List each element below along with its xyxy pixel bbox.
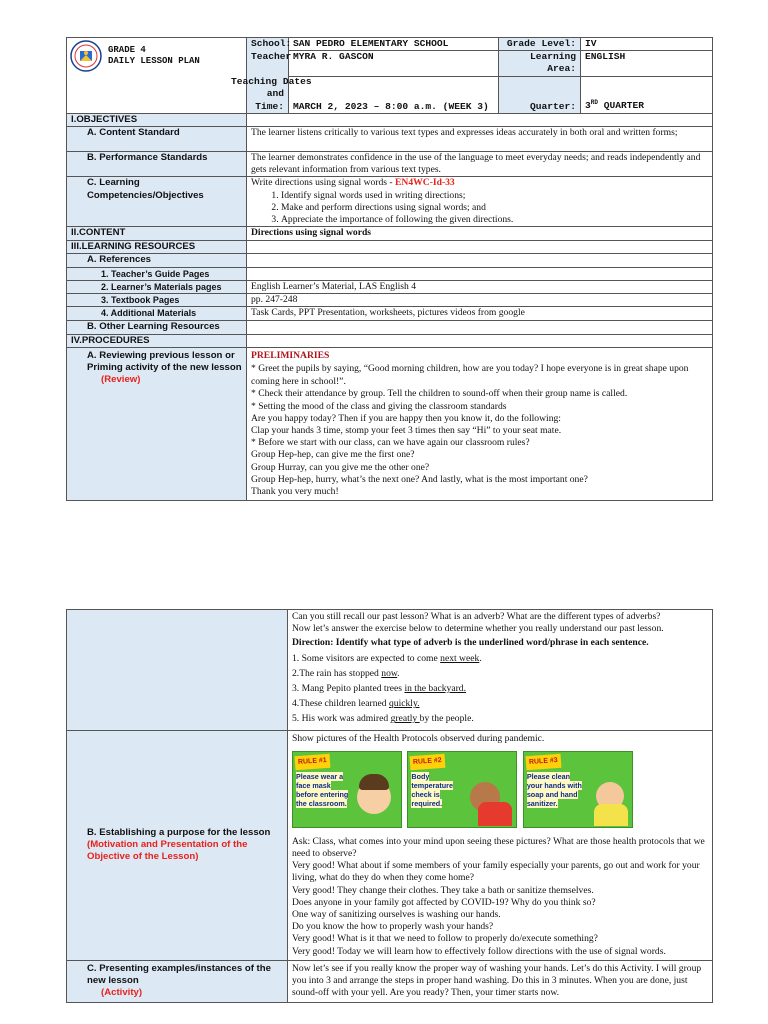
exercise-item-text-end: by the people. <box>419 713 474 725</box>
quarter-label: Quarter: <box>499 76 581 113</box>
exercise-item <box>292 683 708 695</box>
rule-tag: RULE #2 <box>410 754 446 771</box>
grade-title: GRADE 4 <box>108 45 146 55</box>
teachers-guide-label: 1. Teacher’s Guide Pages <box>67 267 247 280</box>
performance-standards-text: The learner demonstrates confidence in the use of the language to meet everyday needs; and reads independently and gets relevant information from various text types. <box>247 151 713 176</box>
discussion-line: One way of sanitizing ourselves is washing our hands. <box>292 909 501 921</box>
discussion-line: Ask: Class, what comes into your mind upon seeing these pictures? What are those health protocols that we need to observe? <box>292 835 705 860</box>
rule-tag: RULE #1 <box>295 754 331 771</box>
review-line: * Before we start with our class, can we have again our classroom rules? <box>251 437 530 449</box>
quarter-number: 3 <box>585 100 591 112</box>
references-label: A. References <box>67 253 247 267</box>
competency-item: 3. Appreciate the importance of following the given directions. <box>281 214 708 226</box>
review-line: Are you happy today? Then if you are happy then you know it, do the following: <box>251 412 561 424</box>
procedures-heading: IV.PROCEDURES <box>67 334 247 347</box>
learners-materials-label: 2. Learner’s Materials pages <box>67 280 247 293</box>
learning-resources-cell <box>247 240 713 253</box>
competency-intro: Write directions using signal words - <box>251 177 396 189</box>
quarter-sup: RD <box>590 99 598 107</box>
review-line: * Check their attendance by group. Tell the children to sound-off when their group name is called. <box>251 388 628 400</box>
learning-area-value: ENGLISH <box>581 51 713 76</box>
teachers-guide-cell <box>247 267 713 280</box>
rule-text <box>296 772 352 808</box>
examples-label-cell <box>67 960 288 1003</box>
competency-item: 1. Identify signal words used in writing directions; <box>281 190 708 202</box>
competencies-label: C. Learning Competencies/Objectives <box>67 177 247 227</box>
rule-text <box>411 772 459 808</box>
shirt-illustration-icon <box>478 802 512 826</box>
review-label-cell <box>67 347 247 500</box>
health-protocol-picture <box>523 751 633 828</box>
dates-label <box>231 76 312 113</box>
exercise-item-underlined: greatly <box>390 713 420 725</box>
grade-level-label: Grade Level: <box>499 38 581 51</box>
review-continued-label <box>67 610 288 731</box>
review-line: Group Hep-hep, can give me the first one? <box>251 449 415 461</box>
discussion-line: Do you know the how to properly wash your hands? <box>292 921 494 933</box>
review-content <box>247 347 713 500</box>
lesson-plan-table-page2 <box>66 609 713 1003</box>
performance-standards-label: B. Performance Standards <box>67 151 247 176</box>
rule-text <box>527 772 583 808</box>
purpose-label-cell <box>67 730 288 960</box>
show-pictures-line: Show pictures of the Health Protocols observed during pandemic. <box>292 732 545 744</box>
teacher-label: Teacher: <box>247 51 289 76</box>
content-standard-text: The learner listens critically to various text types and expresses ideas accurately in both oral and written forms; <box>247 126 713 151</box>
health-protocol-picture <box>292 751 402 828</box>
additional-materials-text: Task Cards, PPT Presentation, worksheets, pictures videos from google <box>247 307 713 320</box>
school-value: SAN PEDRO ELEMENTARY SCHOOL <box>289 38 499 51</box>
exercise-item-underlined: next week <box>440 652 480 664</box>
exercise-item-underlined: now <box>381 667 398 679</box>
review-line: * Setting the mood of the class and giving the classroom standards <box>251 400 507 412</box>
purpose-tag: (Motivation and Presentation of the Objective of the Lesson) <box>87 839 248 863</box>
grade-level-value: IV <box>581 38 713 51</box>
exercise-item-text: 4.These children learned <box>292 698 389 710</box>
review-line: Group Hep-hep, hurry, what’s the next one? And lastly, what is the most important one? <box>251 473 588 485</box>
learners-materials-text: English Learner’s Material, LAS English 4 <box>247 280 713 293</box>
rule-text-content: Please wear a face mask before entering the classroom. <box>296 771 349 808</box>
exercise-item-text: 5. His work was admired <box>292 713 391 725</box>
rule-text-content: Please clean your hands with soap and hand sanitizer. <box>526 771 582 808</box>
content-standard-label: A. Content Standard <box>67 126 247 151</box>
references-cell <box>247 253 713 267</box>
discussion-line: Very good! What is it that we need to follow to properly do/execute something? <box>292 933 598 945</box>
content-text: Directions using signal words <box>247 227 713 240</box>
objectives-heading: I.OBJECTIVES <box>67 113 247 126</box>
discussion-line: Very good! What about if some members of your family especially your parents, go out and work for your living, what do they do when they come home? <box>292 860 700 884</box>
other-resources-cell <box>247 320 713 334</box>
lesson-plan-table-page1 <box>66 37 713 501</box>
header-title-cell <box>67 38 247 114</box>
content-heading: II.CONTENT <box>67 227 247 240</box>
exercise-item-underlined: in the backyard. <box>404 683 466 695</box>
exercise-item <box>292 668 708 680</box>
textbook-pages-text: pp. 247-248 <box>247 294 713 307</box>
health-protocol-picture <box>407 751 517 828</box>
exercise-item-text: 2.The rain has stopped <box>292 667 382 679</box>
exercise-item-text-end: . <box>397 667 400 679</box>
competency-item: 2. Make and perform directions using signal words; and <box>281 202 708 214</box>
discussion-line: Does anyone in your family got affected by COVID-19? Why do you think so? <box>292 896 596 908</box>
competencies-cell <box>247 177 713 227</box>
purpose-content <box>288 730 713 960</box>
examples-label: C. Presenting examples/instances of the new lesson <box>87 962 271 987</box>
exercise-items <box>292 653 708 726</box>
discussion-line: Very good! They change their clothes. They take a bath or sanitize themselves. <box>292 884 594 896</box>
hair-illustration-icon <box>359 774 389 790</box>
procedures-cell <box>247 334 713 347</box>
other-resources-label: B. Other Learning Resources <box>67 320 247 334</box>
review-line: Group Hurray, can you give me the other one? <box>251 461 430 473</box>
rule-tag: RULE #3 <box>525 754 561 771</box>
quarter-value <box>581 76 713 113</box>
learning-resources-heading: III.LEARNING RESOURCES <box>67 240 247 253</box>
exercise-item-underlined: quickly. <box>388 698 420 710</box>
health-protocol-pictures <box>292 751 708 828</box>
exercise-item-text: 1. Some visitors are expected to come <box>292 652 441 664</box>
exercise-item <box>292 653 708 665</box>
discussion-line: Very good! Today we will learn how to effectively follow directions with the use of signal words. <box>292 945 666 957</box>
competency-code: EN4WC-Id-33 <box>395 177 455 189</box>
preliminaries-heading: PRELIMINARIES <box>251 349 330 361</box>
recall-line: Now let’s answer the exercise below to determine whether you really understand our past lesson. <box>292 623 664 635</box>
school-label: School: <box>247 38 289 51</box>
review-tag: (Review) <box>101 374 141 386</box>
exercise-item <box>292 713 708 725</box>
additional-materials-label: 4. Additional Materials <box>67 307 247 320</box>
review-label: A. Reviewing previous lesson or Priming activity of the new lesson <box>87 349 242 373</box>
shirt-illustration-icon <box>594 804 628 826</box>
review-line: Clap your hands 3 time, stomp your feet 3 times then say “Hi” to your seat mate. <box>251 424 562 436</box>
examples-tag: (Activity) <box>101 987 143 999</box>
dates-label-line1: Teaching Dates <box>231 76 312 88</box>
exercise-item <box>292 698 708 710</box>
deped-seal-icon <box>70 40 102 72</box>
review-line: Thank you very much! <box>251 485 339 497</box>
exercise-item-text-end: . <box>479 652 482 664</box>
exercise-direction: Direction: Identify what type of adverb is the underlined word/phrase in each sentence. <box>292 637 649 649</box>
learning-area-label: Learning Area: <box>499 51 581 76</box>
plan-title: DAILY LESSON PLAN <box>108 56 200 66</box>
teacher-value: MYRA R. GASCON <box>289 51 499 76</box>
purpose-label: B. Establishing a purpose for the lesson <box>87 826 271 838</box>
recall-line: Can you still recall our past lesson? What is an adverb? What are the different types of adverbs? <box>292 611 661 622</box>
review-line: * Greet the pupils by saying, “Good morning children, how are you today? I hope everyone is in great shape upon coming here in school!”. <box>251 362 689 388</box>
examples-text: Now let’s see if you really know the proper way of washing your hands. Let’s do this Activity. I will group you into 3 and arrange the steps in proper hand washing. Do this in 3 minutes. When you are done, just sound-off with your yell. Are you ready? Then, your timer starts now. <box>288 960 713 1003</box>
dates-value: MARCH 2, 2023 – 8:00 a.m. (WEEK 3) <box>289 76 499 113</box>
dates-label-line2: and Time: <box>255 88 284 112</box>
objectives-cell <box>247 113 713 126</box>
adverb-exercise-cell <box>288 610 713 731</box>
quarter-word: QUARTER <box>597 100 645 112</box>
exercise-item-text: 3. Mang Pepito planted trees <box>292 683 405 695</box>
rule-text-content: Body temperature check is required. <box>411 771 453 808</box>
textbook-pages-label: 3. Textbook Pages <box>67 294 247 307</box>
